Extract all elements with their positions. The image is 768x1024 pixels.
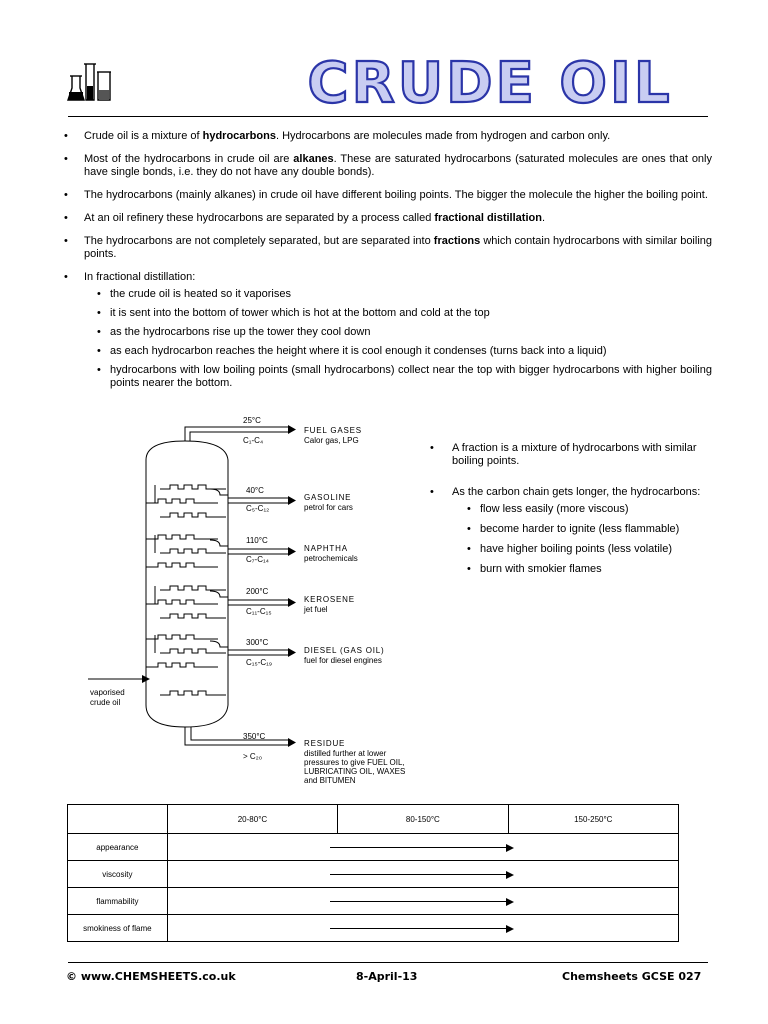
- chain-point: • become harder to ignite (less flammable): [452, 523, 716, 536]
- chain-point: • have higher boiling points (less volatile): [452, 543, 716, 556]
- trend-arrow: [330, 874, 512, 875]
- bullet-hydrocarbons: • Crude oil is a mixture of hydrocarbons. Hydrocarbons are molecules made from hydrogen and carbon only.: [64, 130, 712, 143]
- fraction-use: fuel for diesel engines: [304, 656, 382, 665]
- fraction-name: RESIDUE: [304, 739, 346, 748]
- table-row-label: viscosity: [68, 861, 168, 888]
- table-row: [68, 888, 679, 915]
- column-trays: [146, 485, 226, 695]
- bullet-process: • In fractional distillation: • the crude oil is heated so it vaporises • it is sent into the bottom of tower which is hot at the bottom and cold at the top • as the hydrocarbons rise up the tower they cool down • as each hydrocarbon reaches the height where it is cool enough it condenses (turns back into a liquid) • hydrocarbons with low boiling points (small hydrocarbons) collect near the top with bigger hydrocarbons with higher boiling points nearer the bottom.: [64, 271, 712, 390]
- trend-arrow-cell: [167, 834, 678, 861]
- chemistry-flasks-logo: [66, 58, 114, 104]
- process-step: • hydrocarbons with low boiling points (small hydrocarbons) collect near the top with bigger hydrocarbons with higher boiling points nearer the bottom.: [84, 364, 712, 390]
- table-row-label: flammability: [68, 888, 168, 915]
- trend-arrow: [330, 901, 512, 902]
- table-row: [68, 861, 679, 888]
- chain-point: • flow less easily (more viscous): [452, 503, 716, 516]
- bullet-boiling-points: • The hydrocarbons (mainly alkanes) in crude oil have different boiling points. The bigger the molecule the higher the boiling point.: [64, 189, 712, 202]
- process-step: • as the hydrocarbons rise up the tower they cool down: [84, 326, 712, 339]
- fraction-name: GASOLINE: [304, 493, 352, 502]
- temp-label: 350°C: [243, 732, 266, 741]
- intro-bullets: [64, 130, 712, 400]
- carbon-range-label: C₁₅-C₁₉: [246, 658, 273, 667]
- carbon-range-label: > C₂₀: [243, 752, 263, 761]
- page-title: [255, 52, 725, 112]
- fraction-notes: [426, 442, 716, 594]
- temp-label: 40°C: [246, 486, 264, 495]
- fraction-use: Calor gas, LPG: [304, 436, 359, 445]
- fraction-name: DIESEL (GAS OIL): [304, 646, 385, 655]
- chain-point: • burn with smokier flames: [452, 563, 716, 576]
- carbon-range-label: C₁-C₄: [243, 436, 264, 445]
- trend-arrow-cell: [167, 861, 678, 888]
- fraction-name: FUEL GASES: [304, 426, 362, 435]
- fraction-properties-table: [67, 804, 679, 942]
- temp-label: 110°C: [246, 536, 268, 545]
- bullet-fractional-distillation: • At an oil refinery these hydrocarbons are separated by a process called fractional distillation.: [64, 212, 712, 225]
- carbon-range-label: C₅-C₁₂: [246, 504, 270, 513]
- process-step: • as each hydrocarbon reaches the height where it is cool enough it condenses (turns back into a liquid): [84, 345, 712, 358]
- fraction-definition: • A fraction is a mixture of hydrocarbons with similar boiling points.: [426, 442, 716, 468]
- fraction-use: distilled further at lower: [304, 749, 387, 758]
- footer-copyright: © www.CHEMSHEETS.co.uk: [66, 970, 236, 983]
- table-corner-cell: [68, 805, 168, 834]
- footer-date: 8-April-13: [356, 970, 418, 983]
- fraction-name: NAPHTHA: [304, 544, 348, 553]
- fraction-name: KEROSENE: [304, 595, 355, 604]
- temp-label: 300°C: [246, 638, 269, 647]
- chain-points: [452, 503, 716, 576]
- fraction-use: and BITUMEN: [304, 776, 356, 785]
- fractionating-column-diagram: [60, 405, 420, 805]
- table-column-header: 150-250°C: [508, 805, 678, 834]
- process-steps: [84, 288, 712, 390]
- temp-label: 25°C: [243, 416, 261, 425]
- trend-arrow: [330, 928, 512, 929]
- table-row: [68, 915, 679, 942]
- fraction-use: petrol for cars: [304, 503, 353, 512]
- fraction-use: LUBRICATING OIL, WAXES: [304, 767, 406, 776]
- footer-sheet-id: Chemsheets GCSE 027: [562, 970, 702, 983]
- carbon-range-label: C₁₁-C₁₅: [246, 607, 272, 616]
- chain-length-note: • As the carbon chain gets longer, the hydrocarbons: • flow less easily (more viscous) • become harder to ignite (less flammable) • have higher boiling points (less volatile) • burn with smokier flames: [426, 486, 716, 576]
- fraction-use: jet fuel: [304, 605, 328, 614]
- trend-arrow: [330, 847, 512, 848]
- trend-arrow-cell: [167, 915, 678, 942]
- fraction-use: petrochemicals: [304, 554, 358, 563]
- table-column-header: 20-80°C: [167, 805, 337, 834]
- bullet-alkanes: • Most of the hydrocarbons in crude oil are alkanes. These are saturated hydrocarbons (saturated molecules are ones that only have single bonds, i.e. they do not have any double bonds).: [64, 153, 712, 179]
- table-header-row: [68, 805, 679, 834]
- table-row: [68, 834, 679, 861]
- table-column-header: 80-150°C: [338, 805, 508, 834]
- table-row-label: appearance: [68, 834, 168, 861]
- bullet-fractions: • The hydrocarbons are not completely separated, but are separated into fractions which contain hydrocarbons with similar boiling points.: [64, 235, 712, 261]
- process-step: • the crude oil is heated so it vaporises: [84, 288, 712, 301]
- svg-text:CRUDE OIL: CRUDE OIL: [307, 52, 673, 112]
- temp-label: 200°C: [246, 587, 269, 596]
- carbon-range-label: C₇-C₁₄: [246, 555, 269, 564]
- inlet-label: vaporised: [90, 688, 125, 697]
- fraction-use: pressures to give FUEL OIL,: [304, 758, 405, 767]
- inlet-label: crude oil: [90, 698, 121, 707]
- trend-arrow-cell: [167, 888, 678, 915]
- header-divider: [68, 116, 708, 117]
- footer-divider: [68, 962, 708, 963]
- process-step: • it is sent into the bottom of tower which is hot at the bottom and cold at the top: [84, 307, 712, 320]
- table-row-label: smokiness of flame: [68, 915, 168, 942]
